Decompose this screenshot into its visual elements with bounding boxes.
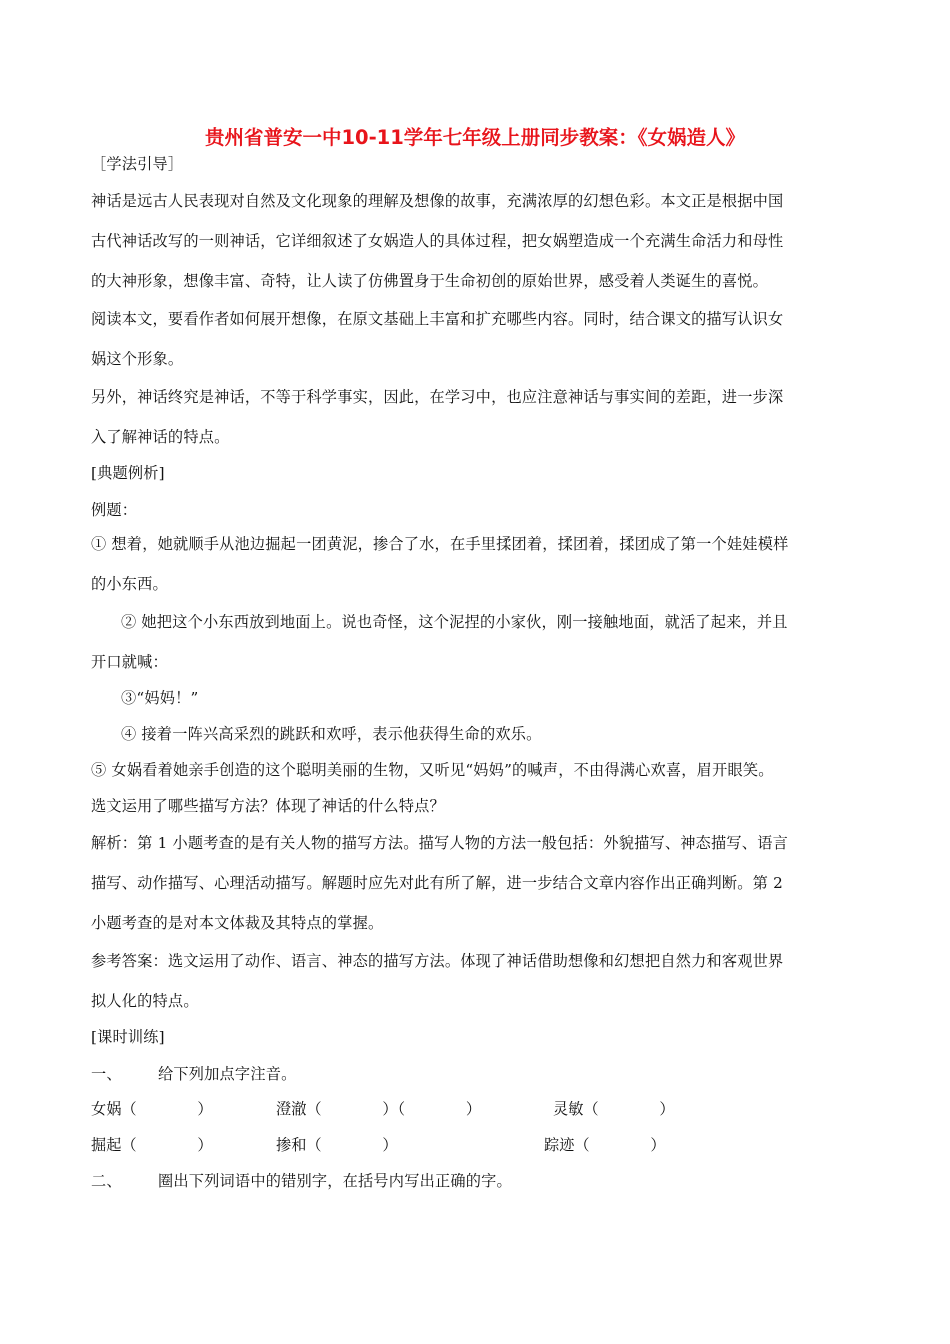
task-instruction: 给下列加点字注音。 (158, 1065, 297, 1083)
analysis-line: 描写、动作描写、心理活动描写。解题时应先对此有所了解，进一步结合文章内容作出正确判断。第 2 (91, 874, 783, 892)
guide-paragraph-line: 入了解神话的特点。 (91, 428, 230, 446)
pinyin-item: 掺和（ ） (276, 1136, 398, 1154)
pinyin-item: 掘起（ ） (91, 1136, 213, 1154)
example-item: 的小东西。 (91, 575, 168, 593)
task-instruction: 圈出下列词语中的错别字，在括号内写出正确的字。 (158, 1172, 512, 1190)
example-item: ③“妈妈！” (121, 689, 199, 707)
example-item: ⑤ 女娲看着她亲手创造的这个聪明美丽的生物，又听见“妈妈”的喊声，不由得满心欢喜，眉开眼笑。 (91, 761, 774, 779)
guide-paragraph-line: 另外，神话终究是神话，不等于科学事实，因此，在学习中，也应注意神话与事实间的差距，进一步深 (91, 388, 784, 406)
guide-paragraph-line: 阅读本文，要看作者如何展开想像，在原文基础上丰富和扩充哪些内容。同时，结合课文的描写认识女 (91, 310, 784, 328)
analysis-line: 解析：第 1 小题考查的是有关人物的描写方法。描写人物的方法一般包括：外貌描写、神态描写、语言 (91, 834, 788, 852)
answer-line: 拟人化的特点。 (91, 992, 199, 1010)
guide-paragraph-line: 神话是远古人民表现对自然及文化现象的理解及想像的故事，充满浓厚的幻想色彩。本文正是根据中国 (91, 192, 784, 210)
guide-paragraph-line: 古代神话改写的一则神话，它详细叙述了女娲造人的具体过程，把女娲塑造成一个充满生命活力和母性 (91, 232, 784, 250)
task-number: 一、 (91, 1065, 122, 1083)
guide-paragraph-line: 的大神形象，想像丰富、奇特，让人读了仿佛置身于生命初创的原始世界，感受着人类诞生的喜悦。 (91, 272, 769, 290)
analysis-line: 小题考查的是对本文体裁及其特点的掌握。 (91, 914, 384, 932)
section-heading-example: [典题例析] (91, 464, 165, 482)
section-heading-training: [课时训练] (91, 1028, 165, 1046)
page-title: 贵州省普安一中10-11学年七年级上册同步教案：《女娲造人》 (204, 126, 746, 149)
example-item: ④ 接着一阵兴高采烈的跳跃和欢呼，表示他获得生命的欢乐。 (121, 725, 542, 743)
pinyin-item: 澄澈（ ）（ ） (276, 1100, 482, 1118)
example-label: 例题： (91, 501, 138, 519)
example-item: ① 想着，她就顺手从池边掘起一团黄泥，掺合了水，在手里揉团着，揉团着，揉团成了第一个娃娃模样 (91, 535, 789, 553)
section-heading-guide: ［学法引导］ (91, 155, 184, 173)
pinyin-item: 踪迹（ ） (544, 1136, 666, 1154)
pinyin-item: 女娲（ ） (91, 1100, 213, 1118)
question-text: 选文运用了哪些描写方法？体现了神话的什么特点？ (91, 797, 445, 815)
task-number: 二、 (91, 1172, 122, 1190)
example-item: ② 她把这个小东西放到地面上。说也奇怪，这个泥捏的小家伙，刚一接触地面，就活了起来，并且 (121, 613, 788, 631)
guide-paragraph-line: 娲这个形象。 (91, 350, 184, 368)
example-item: 开口就喊： (91, 653, 168, 671)
answer-line: 参考答案：选文运用了动作、语言、神态的描写方法。体现了神话借助想像和幻想把自然力和客观世界 (91, 952, 784, 970)
pinyin-item: 灵敏（ ） (553, 1100, 675, 1118)
